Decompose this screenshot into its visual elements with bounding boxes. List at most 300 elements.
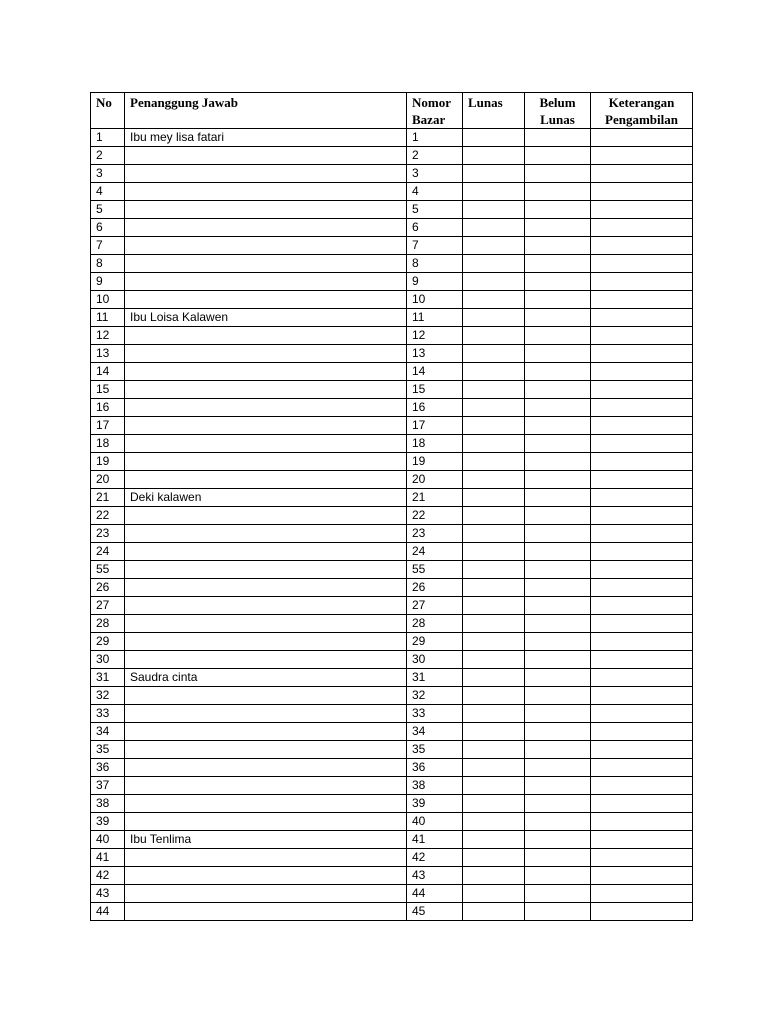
cell-penanggung-jawab [125,597,407,615]
cell-lunas [463,201,525,219]
table-row [91,849,693,867]
table-body [91,129,693,921]
cell-no: 27 [91,597,125,615]
cell-penanggung-jawab [125,255,407,273]
cell-lunas [463,183,525,201]
cell-nomor-bazar: 15 [407,381,463,399]
cell-keterangan-pengambilan [591,525,693,543]
cell-penanggung-jawab [125,183,407,201]
cell-nomor-bazar: 1 [407,129,463,147]
cell-belum-lunas [525,219,591,237]
cell-penanggung-jawab [125,561,407,579]
cell-belum-lunas [525,651,591,669]
table-row [91,741,693,759]
cell-keterangan-pengambilan [591,615,693,633]
table-row [91,597,693,615]
table-row [91,327,693,345]
cell-belum-lunas [525,345,591,363]
cell-keterangan-pengambilan [591,219,693,237]
cell-nomor-bazar: 18 [407,435,463,453]
cell-lunas [463,273,525,291]
cell-penanggung-jawab [125,237,407,255]
cell-nomor-bazar: 4 [407,183,463,201]
cell-no: 28 [91,615,125,633]
cell-penanggung-jawab [125,777,407,795]
cell-lunas [463,849,525,867]
cell-lunas [463,651,525,669]
table-row [91,777,693,795]
cell-lunas [463,255,525,273]
cell-no: 21 [91,489,125,507]
cell-penanggung-jawab [125,327,407,345]
cell-no: 32 [91,687,125,705]
cell-penanggung-jawab [125,705,407,723]
cell-keterangan-pengambilan [591,561,693,579]
cell-keterangan-pengambilan [591,777,693,795]
cell-keterangan-pengambilan [591,399,693,417]
table-row [91,183,693,201]
cell-nomor-bazar: 27 [407,597,463,615]
cell-no: 23 [91,525,125,543]
cell-lunas [463,507,525,525]
cell-belum-lunas [525,885,591,903]
cell-penanggung-jawab [125,795,407,813]
cell-lunas [463,741,525,759]
cell-nomor-bazar: 23 [407,525,463,543]
cell-belum-lunas [525,831,591,849]
cell-no: 2 [91,147,125,165]
cell-penanggung-jawab: Saudra cinta [125,669,407,687]
cell-nomor-bazar: 17 [407,417,463,435]
cell-lunas [463,525,525,543]
cell-penanggung-jawab [125,507,407,525]
cell-nomor-bazar: 9 [407,273,463,291]
cell-no: 17 [91,417,125,435]
cell-penanggung-jawab [125,579,407,597]
cell-no: 26 [91,579,125,597]
cell-belum-lunas [525,201,591,219]
cell-no: 40 [91,831,125,849]
cell-keterangan-pengambilan [591,417,693,435]
cell-lunas [463,327,525,345]
header-no: No [91,93,125,129]
cell-keterangan-pengambilan [591,273,693,291]
cell-penanggung-jawab [125,885,407,903]
cell-lunas [463,363,525,381]
table-row [91,489,693,507]
cell-nomor-bazar: 12 [407,327,463,345]
cell-keterangan-pengambilan [591,255,693,273]
cell-no: 18 [91,435,125,453]
table-row [91,759,693,777]
cell-lunas [463,237,525,255]
cell-penanggung-jawab [125,435,407,453]
header-row [91,93,693,129]
cell-belum-lunas [525,615,591,633]
cell-belum-lunas [525,237,591,255]
cell-nomor-bazar: 2 [407,147,463,165]
table-row [91,579,693,597]
header-belum-lunas: Belum Lunas [525,93,591,129]
table-row [91,543,693,561]
cell-nomor-bazar: 34 [407,723,463,741]
cell-no: 19 [91,453,125,471]
table-row [91,435,693,453]
cell-lunas [463,885,525,903]
cell-lunas [463,147,525,165]
cell-nomor-bazar: 8 [407,255,463,273]
cell-penanggung-jawab: Ibu mey lisa fatari [125,129,407,147]
cell-keterangan-pengambilan [591,129,693,147]
bazar-payment-table [90,92,693,921]
cell-keterangan-pengambilan [591,471,693,489]
cell-belum-lunas [525,489,591,507]
cell-belum-lunas [525,507,591,525]
cell-keterangan-pengambilan [591,831,693,849]
table-row [91,885,693,903]
cell-belum-lunas [525,435,591,453]
cell-lunas [463,291,525,309]
cell-belum-lunas [525,381,591,399]
cell-no: 42 [91,867,125,885]
cell-lunas [463,579,525,597]
cell-nomor-bazar: 45 [407,903,463,921]
cell-no: 9 [91,273,125,291]
cell-nomor-bazar: 22 [407,507,463,525]
table-row [91,687,693,705]
cell-nomor-bazar: 33 [407,705,463,723]
table-row [91,525,693,543]
table-row [91,147,693,165]
table-row [91,795,693,813]
table-row [91,471,693,489]
cell-no: 1 [91,129,125,147]
cell-lunas [463,219,525,237]
cell-belum-lunas [525,561,591,579]
cell-no: 35 [91,741,125,759]
cell-belum-lunas [525,129,591,147]
cell-no: 6 [91,219,125,237]
cell-lunas [463,309,525,327]
cell-penanggung-jawab [125,363,407,381]
cell-lunas [463,417,525,435]
cell-keterangan-pengambilan [591,381,693,399]
table-row [91,345,693,363]
cell-nomor-bazar: 38 [407,777,463,795]
cell-keterangan-pengambilan [591,687,693,705]
cell-no: 13 [91,345,125,363]
cell-penanggung-jawab [125,471,407,489]
cell-nomor-bazar: 32 [407,687,463,705]
cell-no: 43 [91,885,125,903]
cell-lunas [463,813,525,831]
cell-penanggung-jawab [125,525,407,543]
table-row [91,705,693,723]
cell-penanggung-jawab [125,291,407,309]
cell-no: 34 [91,723,125,741]
table-row [91,165,693,183]
header-nomor-bazar: Nomor Bazar [407,93,463,129]
cell-keterangan-pengambilan [591,327,693,345]
cell-belum-lunas [525,309,591,327]
table-row [91,903,693,921]
cell-no: 30 [91,651,125,669]
cell-penanggung-jawab [125,345,407,363]
cell-nomor-bazar: 19 [407,453,463,471]
cell-keterangan-pengambilan [591,849,693,867]
cell-lunas [463,345,525,363]
cell-keterangan-pengambilan [591,705,693,723]
cell-penanggung-jawab [125,381,407,399]
cell-keterangan-pengambilan [591,633,693,651]
cell-nomor-bazar: 20 [407,471,463,489]
table-row [91,237,693,255]
cell-lunas [463,435,525,453]
cell-keterangan-pengambilan [591,741,693,759]
cell-penanggung-jawab: Ibu Loisa Kalawen [125,309,407,327]
cell-no: 36 [91,759,125,777]
cell-keterangan-pengambilan [591,813,693,831]
cell-no: 22 [91,507,125,525]
cell-penanggung-jawab: Deki kalawen [125,489,407,507]
cell-belum-lunas [525,273,591,291]
cell-nomor-bazar: 21 [407,489,463,507]
cell-belum-lunas [525,597,591,615]
cell-belum-lunas [525,867,591,885]
cell-keterangan-pengambilan [591,507,693,525]
cell-lunas [463,867,525,885]
cell-lunas [463,903,525,921]
table-row [91,453,693,471]
cell-belum-lunas [525,723,591,741]
cell-nomor-bazar: 14 [407,363,463,381]
header-lunas: Lunas [463,93,525,129]
cell-penanggung-jawab [125,813,407,831]
cell-penanggung-jawab [125,615,407,633]
cell-penanggung-jawab [125,741,407,759]
cell-nomor-bazar: 29 [407,633,463,651]
cell-lunas [463,633,525,651]
cell-no: 11 [91,309,125,327]
cell-belum-lunas [525,903,591,921]
cell-lunas [463,399,525,417]
cell-belum-lunas [525,327,591,345]
cell-lunas [463,543,525,561]
cell-lunas [463,561,525,579]
cell-nomor-bazar: 42 [407,849,463,867]
cell-no: 29 [91,633,125,651]
cell-penanggung-jawab [125,147,407,165]
cell-lunas [463,777,525,795]
cell-belum-lunas [525,849,591,867]
cell-belum-lunas [525,579,591,597]
table-row [91,309,693,327]
cell-no: 10 [91,291,125,309]
cell-penanggung-jawab [125,687,407,705]
cell-nomor-bazar: 39 [407,795,463,813]
cell-penanggung-jawab [125,219,407,237]
cell-belum-lunas [525,399,591,417]
cell-nomor-bazar: 31 [407,669,463,687]
cell-keterangan-pengambilan [591,309,693,327]
cell-nomor-bazar: 3 [407,165,463,183]
cell-keterangan-pengambilan [591,795,693,813]
cell-nomor-bazar: 10 [407,291,463,309]
cell-penanggung-jawab: Ibu Tenlima [125,831,407,849]
cell-belum-lunas [525,777,591,795]
cell-nomor-bazar: 43 [407,867,463,885]
cell-nomor-bazar: 30 [407,651,463,669]
cell-lunas [463,381,525,399]
table-row [91,507,693,525]
cell-no: 38 [91,795,125,813]
cell-lunas [463,597,525,615]
cell-lunas [463,831,525,849]
cell-nomor-bazar: 28 [407,615,463,633]
cell-belum-lunas [525,363,591,381]
table-row [91,219,693,237]
cell-lunas [463,687,525,705]
cell-belum-lunas [525,813,591,831]
cell-keterangan-pengambilan [591,345,693,363]
cell-penanggung-jawab [125,867,407,885]
cell-no: 24 [91,543,125,561]
cell-belum-lunas [525,633,591,651]
cell-belum-lunas [525,453,591,471]
table-row [91,615,693,633]
cell-no: 5 [91,201,125,219]
cell-no: 33 [91,705,125,723]
cell-penanggung-jawab [125,903,407,921]
cell-penanggung-jawab [125,201,407,219]
cell-keterangan-pengambilan [591,147,693,165]
cell-no: 15 [91,381,125,399]
cell-lunas [463,723,525,741]
cell-nomor-bazar: 40 [407,813,463,831]
cell-lunas [463,669,525,687]
cell-nomor-bazar: 36 [407,759,463,777]
table-row [91,723,693,741]
cell-keterangan-pengambilan [591,363,693,381]
cell-belum-lunas [525,795,591,813]
cell-penanggung-jawab [125,723,407,741]
cell-keterangan-pengambilan [591,669,693,687]
cell-nomor-bazar: 13 [407,345,463,363]
cell-penanggung-jawab [125,849,407,867]
cell-nomor-bazar: 6 [407,219,463,237]
cell-keterangan-pengambilan [591,453,693,471]
cell-belum-lunas [525,291,591,309]
cell-no: 44 [91,903,125,921]
cell-keterangan-pengambilan [591,759,693,777]
cell-keterangan-pengambilan [591,867,693,885]
cell-belum-lunas [525,687,591,705]
cell-nomor-bazar: 5 [407,201,463,219]
cell-keterangan-pengambilan [591,201,693,219]
cell-keterangan-pengambilan [591,579,693,597]
table-row [91,831,693,849]
cell-nomor-bazar: 26 [407,579,463,597]
cell-lunas [463,615,525,633]
cell-no: 14 [91,363,125,381]
cell-keterangan-pengambilan [591,651,693,669]
table-row [91,273,693,291]
table-row [91,255,693,273]
cell-keterangan-pengambilan [591,903,693,921]
cell-penanggung-jawab [125,633,407,651]
cell-keterangan-pengambilan [591,165,693,183]
cell-nomor-bazar: 55 [407,561,463,579]
cell-belum-lunas [525,525,591,543]
cell-no: 12 [91,327,125,345]
cell-lunas [463,471,525,489]
cell-belum-lunas [525,183,591,201]
cell-belum-lunas [525,669,591,687]
cell-keterangan-pengambilan [591,489,693,507]
cell-keterangan-pengambilan [591,435,693,453]
table-row [91,201,693,219]
table-row [91,417,693,435]
cell-no: 37 [91,777,125,795]
cell-lunas [463,453,525,471]
cell-keterangan-pengambilan [591,597,693,615]
cell-keterangan-pengambilan [591,237,693,255]
table-row [91,669,693,687]
cell-nomor-bazar: 24 [407,543,463,561]
cell-nomor-bazar: 44 [407,885,463,903]
cell-penanggung-jawab [125,165,407,183]
cell-lunas [463,489,525,507]
cell-belum-lunas [525,741,591,759]
cell-lunas [463,759,525,777]
cell-no: 55 [91,561,125,579]
cell-penanggung-jawab [125,651,407,669]
table-row [91,867,693,885]
cell-lunas [463,129,525,147]
cell-lunas [463,795,525,813]
header-keterangan-pengambilan: Keterangan Pengambilan [591,93,693,129]
table-row [91,399,693,417]
cell-nomor-bazar: 35 [407,741,463,759]
cell-no: 20 [91,471,125,489]
cell-penanggung-jawab [125,417,407,435]
cell-belum-lunas [525,543,591,561]
cell-penanggung-jawab [125,759,407,777]
cell-keterangan-pengambilan [591,543,693,561]
cell-belum-lunas [525,471,591,489]
table-row [91,363,693,381]
cell-no: 41 [91,849,125,867]
cell-nomor-bazar: 16 [407,399,463,417]
table-row [91,633,693,651]
cell-nomor-bazar: 7 [407,237,463,255]
cell-lunas [463,165,525,183]
cell-no: 31 [91,669,125,687]
cell-belum-lunas [525,147,591,165]
cell-belum-lunas [525,417,591,435]
cell-no: 16 [91,399,125,417]
cell-keterangan-pengambilan [591,723,693,741]
table-row [91,129,693,147]
cell-penanggung-jawab [125,273,407,291]
cell-belum-lunas [525,759,591,777]
cell-belum-lunas [525,165,591,183]
table-row [91,381,693,399]
cell-keterangan-pengambilan [591,885,693,903]
cell-nomor-bazar: 41 [407,831,463,849]
cell-lunas [463,705,525,723]
cell-no: 3 [91,165,125,183]
